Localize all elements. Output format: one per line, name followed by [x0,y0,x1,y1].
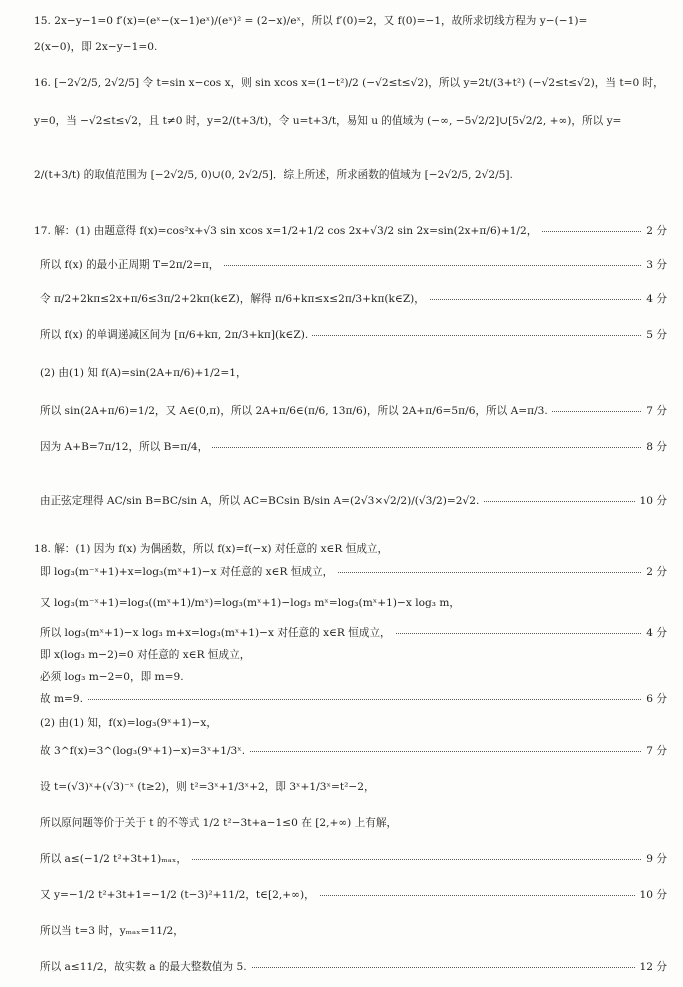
q17-line-8: 由正弦定理得 AC/sin B=BC/sin A，所以 AC=BCsin B/sin A=(2√3×√2/2)/(√3/2)=2√2. 10 分 [40,495,667,507]
q16-line-3: 2/(t+3/t) 的取值范围为 [−2√2/5, 0)∪(0, 2√2/5]．综上所述，所求函数的值域为 [−2√2/5, 2√2/5]. [34,168,667,182]
score-label: 4 分 [642,626,667,640]
q18-line-11: 所以原问题等价于关于 t 的不等式 1/2 t²−3t+a−1≤0 在 [2,+∞) 上有解， [40,816,667,830]
score-label: 10 分 [636,494,667,508]
q18-line-8: (2) 由(1) 知，f(x)=log₃(9ˣ+1)−x， [40,716,667,730]
q18-line-15: 所以 a≤11/2，故实数 a 的最大整数值为 5. 12 分 [40,961,667,973]
score-label: 2 分 [642,565,667,579]
q17-line-5: (2) 由(1) 知 f(A)=sin(2A+π/6)+1/2=1， [40,366,667,380]
score-label: 4 分 [642,292,667,306]
q17-line-2: 所以 f(x) 的最小正周期 T=2π/2=π， 3 分 [40,259,667,271]
q17-line-7: 因为 A+B=7π/12，所以 B=π/4， 8 分 [40,441,667,453]
q18-line-2: 即 log₃(m⁻ˣ+1)+x=log₃(mˣ+1)−x 对任意的 x∈R 恒成立， 2 分 [40,566,667,578]
q18-line-4: 所以 log₃(mˣ+1)−x log₃ m+x=log₃(mˣ+1)−x 对任意的 x∈R 恒成立， 4 分 [40,627,667,639]
score-label: 9 分 [642,852,667,866]
score-label: 2 分 [642,224,667,238]
q15-line-1: 15. 2x−y−1=0 f′(x)=(eˣ−(x−1)eˣ)/(eˣ)² = (2−x)/eˣ，所以 f′(0)=2，又 f(0)=−1，故所求切线方程为 y−(−1)= [34,14,667,28]
q16-line-1: 16. [−2√2/5, 2√2/5] 令 t=sin x−cos x，则 sin xcos x=(1−t²)/2 (−√2≤t≤√2)，所以 y=2t/(3+t²) (−√2≤t≤√2)，当 t=0 时， [34,76,667,90]
score-label: 7 分 [642,744,667,758]
score-label: 12 分 [636,960,667,974]
q17-line-1: 17. 解：(1) 由题意得 f(x)=cos²x+√3 sin xcos x=1/2+1/2 cos 2x+√3/2 sin 2x=sin(2x+π/6)+1/2， 2 分 [34,225,667,237]
score-label: 6 分 [642,692,667,706]
score-label: 7 分 [642,404,667,418]
q18-line-14: 所以当 t=3 时，yₘₐₓ=11/2， [40,924,667,938]
q17-line-4: 所以 f(x) 的单调递减区间为 [π/6+kπ, 2π/3+kπ](k∈Z). 5 分 [40,329,667,341]
q15-line-2: 2(x−0)，即 2x−y−1=0. [34,40,667,54]
q18-line-7: 故 m=9. 6 分 [40,693,667,705]
score-label: 10 分 [636,888,667,902]
q18-line-9: 故 3^f(x)=3^(log₃(9ˣ+1)−x)=3ˣ+1/3ˣ. 7 分 [40,745,667,757]
q16-line-2: y=0，当 −√2≤t≤√2，且 t≠0 时，y=2/(t+3/t)，令 u=t+3/t，易知 u 的值域为 (−∞, −5√2/2]∪[5√2/2, +∞)，所以 y= [34,114,667,128]
q18-line-6: 必须 log₃ m−2=0，即 m=9. [40,670,667,684]
q18-line-10: 设 t=(√3)ˣ+(√3)⁻ˣ (t≥2)，则 t²=3ˣ+1/3ˣ+2，即 3ˣ+1/3ˣ=t²−2， [40,780,667,794]
q17-line-3: 令 π/2+2kπ≤2x+π/6≤3π/2+2kπ(k∈Z)，解得 π/6+kπ≤x≤2π/3+kπ(k∈Z)， 4 分 [40,293,667,305]
score-label: 8 分 [642,440,667,454]
score-label: 5 分 [642,328,667,342]
q18-line-1: 18. 解：(1) 因为 f(x) 为偶函数，所以 f(x)=f(−x) 对任意的 x∈R 恒成立， [34,542,667,556]
q17-line-6: 所以 sin(2A+π/6)=1/2，又 A∈(0,π)，所以 2A+π/6∈(π/6, 13π/6)，所以 2A+π/6=5π/6，所以 A=π/3. 7 分 [40,405,667,417]
q18-line-5: 即 x(log₃ m−2)=0 对任意的 x∈R 恒成立， [40,648,667,662]
q18-line-12: 所以 a≤(−1/2 t²+3t+1)ₘₐₓ， 9 分 [40,853,667,865]
q18-line-3: 又 log₃(m⁻ˣ+1)=log₃((mˣ+1)/mˣ)=log₃(mˣ+1)−log₃ mˣ=log₃(mˣ+1)−x log₃ m， [40,596,667,610]
score-label: 3 分 [642,258,667,272]
q18-line-13: 又 y=−1/2 t²+3t+1=−1/2 (t−3)²+11/2，t∈[2,+∞)， 10 分 [40,889,667,901]
